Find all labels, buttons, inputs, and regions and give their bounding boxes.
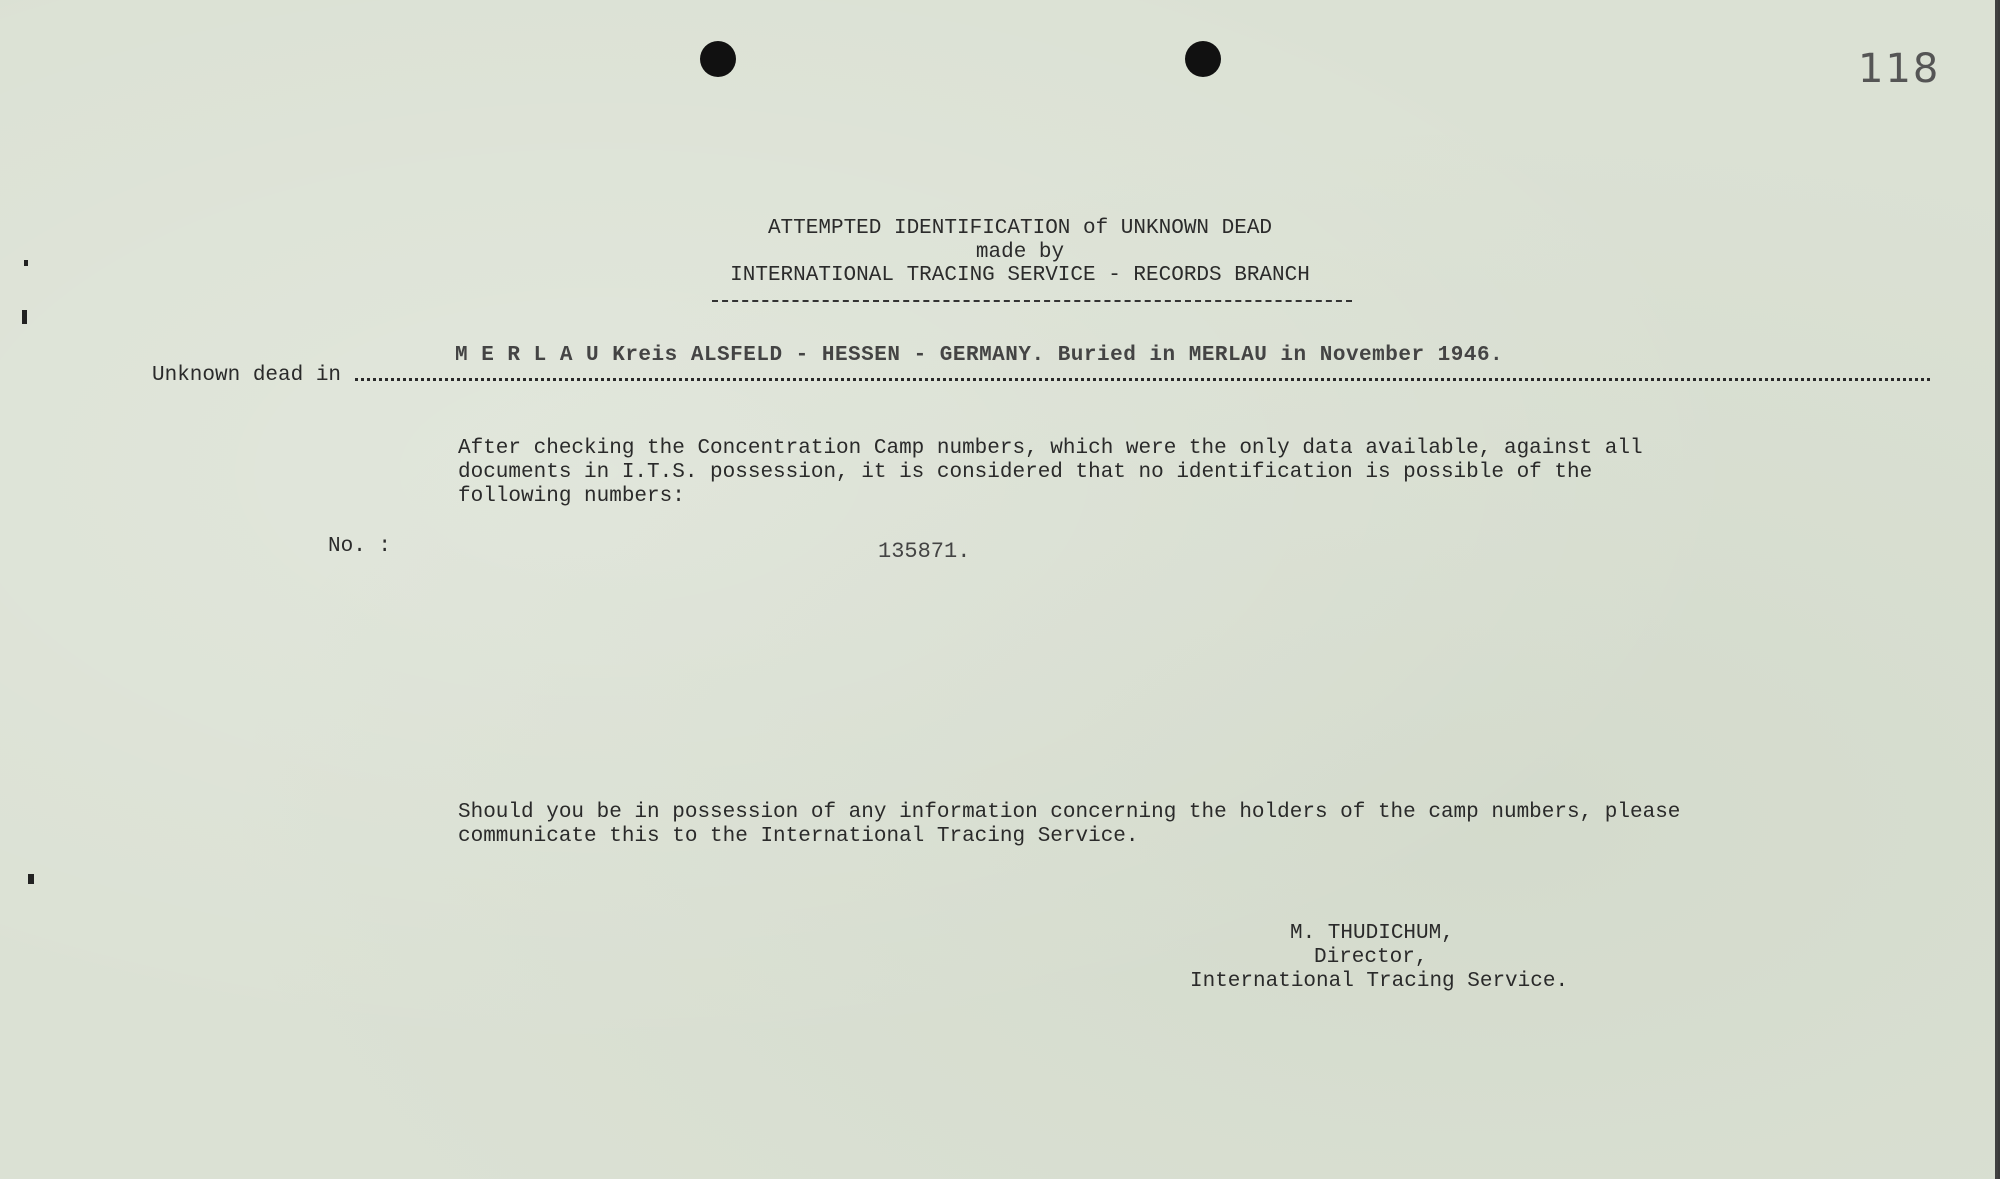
header-rule bbox=[712, 300, 1352, 302]
location-value: M E R L A U Kreis ALSFELD - HESSEN - GERMANY. Buried in MERLAU in November 1946. bbox=[455, 344, 1504, 367]
margin-mark bbox=[22, 310, 27, 324]
punch-hole-right bbox=[1185, 41, 1221, 77]
margin-mark bbox=[24, 260, 28, 266]
punch-hole-left bbox=[700, 41, 736, 77]
number-label: No. : bbox=[328, 535, 392, 558]
signatory-organization: International Tracing Service. bbox=[1190, 970, 1569, 993]
page-number: 118 bbox=[1858, 46, 1941, 92]
page-edge bbox=[1995, 0, 1998, 1179]
title-line-2: made by bbox=[975, 241, 1065, 264]
location-leader bbox=[355, 378, 1930, 381]
title-line-1: ATTEMPTED IDENTIFICATION of UNKNOWN DEAD bbox=[767, 217, 1273, 240]
margin-mark bbox=[28, 874, 34, 884]
title-line-3: INTERNATIONAL TRACING SERVICE - RECORDS BRANCH bbox=[730, 264, 1310, 287]
camp-number: 135871. bbox=[878, 539, 971, 564]
request-paragraph: Should you be in possession of any information concerning the holders of the camp numbers, please communicate this to the International Tracing Service. bbox=[458, 801, 1681, 848]
signatory-title: Director, bbox=[1314, 946, 1428, 969]
checking-paragraph: After checking the Concentration Camp numbers, which were the only data available, against all documents in I.T.S. possession, it is considered that no identification is possible of the following numbers: bbox=[458, 437, 1643, 508]
location-label: Unknown dead in bbox=[152, 364, 342, 387]
signatory-name: M. THUDICHUM, bbox=[1290, 922, 1454, 945]
